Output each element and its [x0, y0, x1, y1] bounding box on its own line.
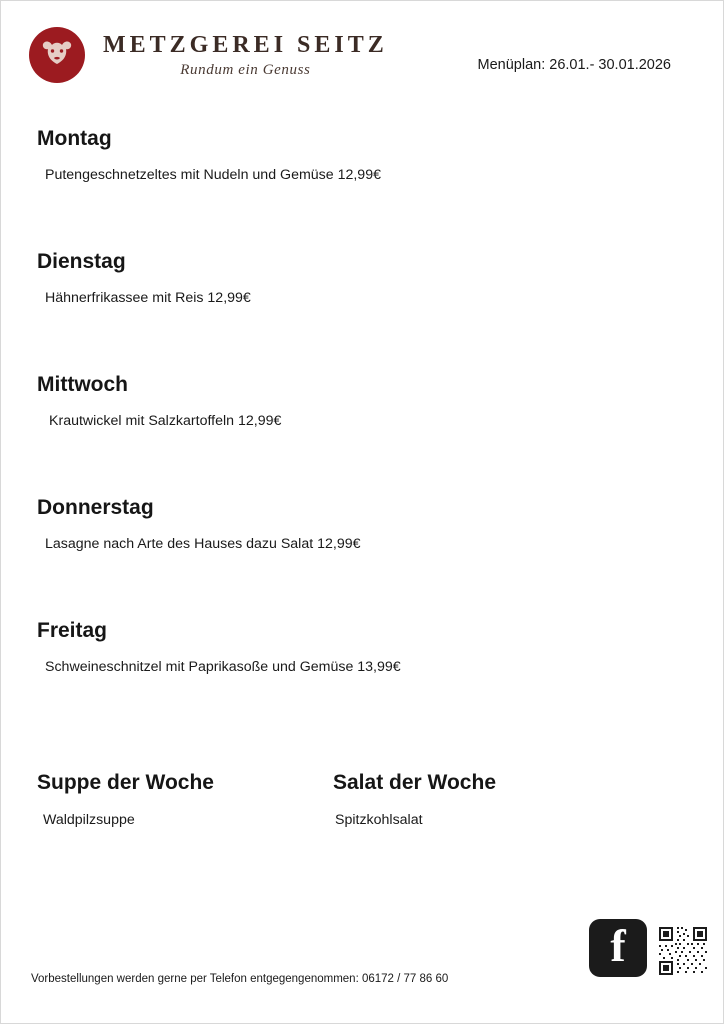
day-title: Montag — [37, 127, 112, 150]
soup-of-the-week — [37, 771, 214, 828]
day-dish: Putengeschnetzeltes mit Nudeln und Gemüse 12,99€ — [45, 167, 381, 183]
page-header — [1, 19, 724, 89]
menu-day-dienstag — [1, 250, 724, 373]
day-dish: Hähnerfrikassee mit Reis 12,99€ — [45, 290, 251, 306]
weekly-specials — [1, 771, 724, 851]
facebook-icon[interactable] — [589, 919, 647, 977]
day-dish: Krautwickel mit Salzkartoffeln 12,99€ — [49, 413, 282, 429]
soup-title: Suppe der Woche — [37, 771, 214, 794]
day-dish: Lasagne nach Arte des Hauses dazu Salat 12,99€ — [45, 536, 361, 552]
brand — [103, 33, 388, 78]
salad-item: Spitzkohlsalat — [335, 812, 423, 828]
menu-day-donnerstag — [1, 496, 724, 619]
menu-day-mittwoch — [1, 373, 724, 496]
preorder-phone-note: Vorbestellungen werden gerne per Telefon entgegengenommen: 06172 / 77 86 60 — [31, 973, 449, 985]
salad-title: Salat der Woche — [333, 771, 496, 794]
weekly-menu-list — [1, 127, 724, 742]
menu-day-montag — [1, 127, 724, 250]
brand-slogan: Rundum ein Genuss — [180, 61, 311, 78]
menu-date-range: Menüplan: 26.01.- 30.01.2026 — [477, 57, 671, 73]
qr-code-icon[interactable] — [657, 925, 709, 977]
day-title: Freitag — [37, 619, 108, 642]
salad-of-the-week — [333, 771, 496, 828]
bull-head-icon — [29, 27, 85, 83]
logo-block — [29, 27, 388, 83]
soup-item: Waldpilzsuppe — [43, 812, 135, 828]
day-title: Mittwoch — [37, 373, 128, 396]
day-title: Donnerstag — [37, 496, 154, 519]
day-title: Dienstag — [37, 250, 126, 273]
day-dish: Schweineschnitzel mit Paprikasoße und Gemüse 13,99€ — [45, 659, 401, 675]
brand-name: METZGEREI SEITZ — [103, 31, 388, 58]
facebook-letter: f — [610, 920, 626, 971]
menu-day-freitag — [1, 619, 724, 742]
